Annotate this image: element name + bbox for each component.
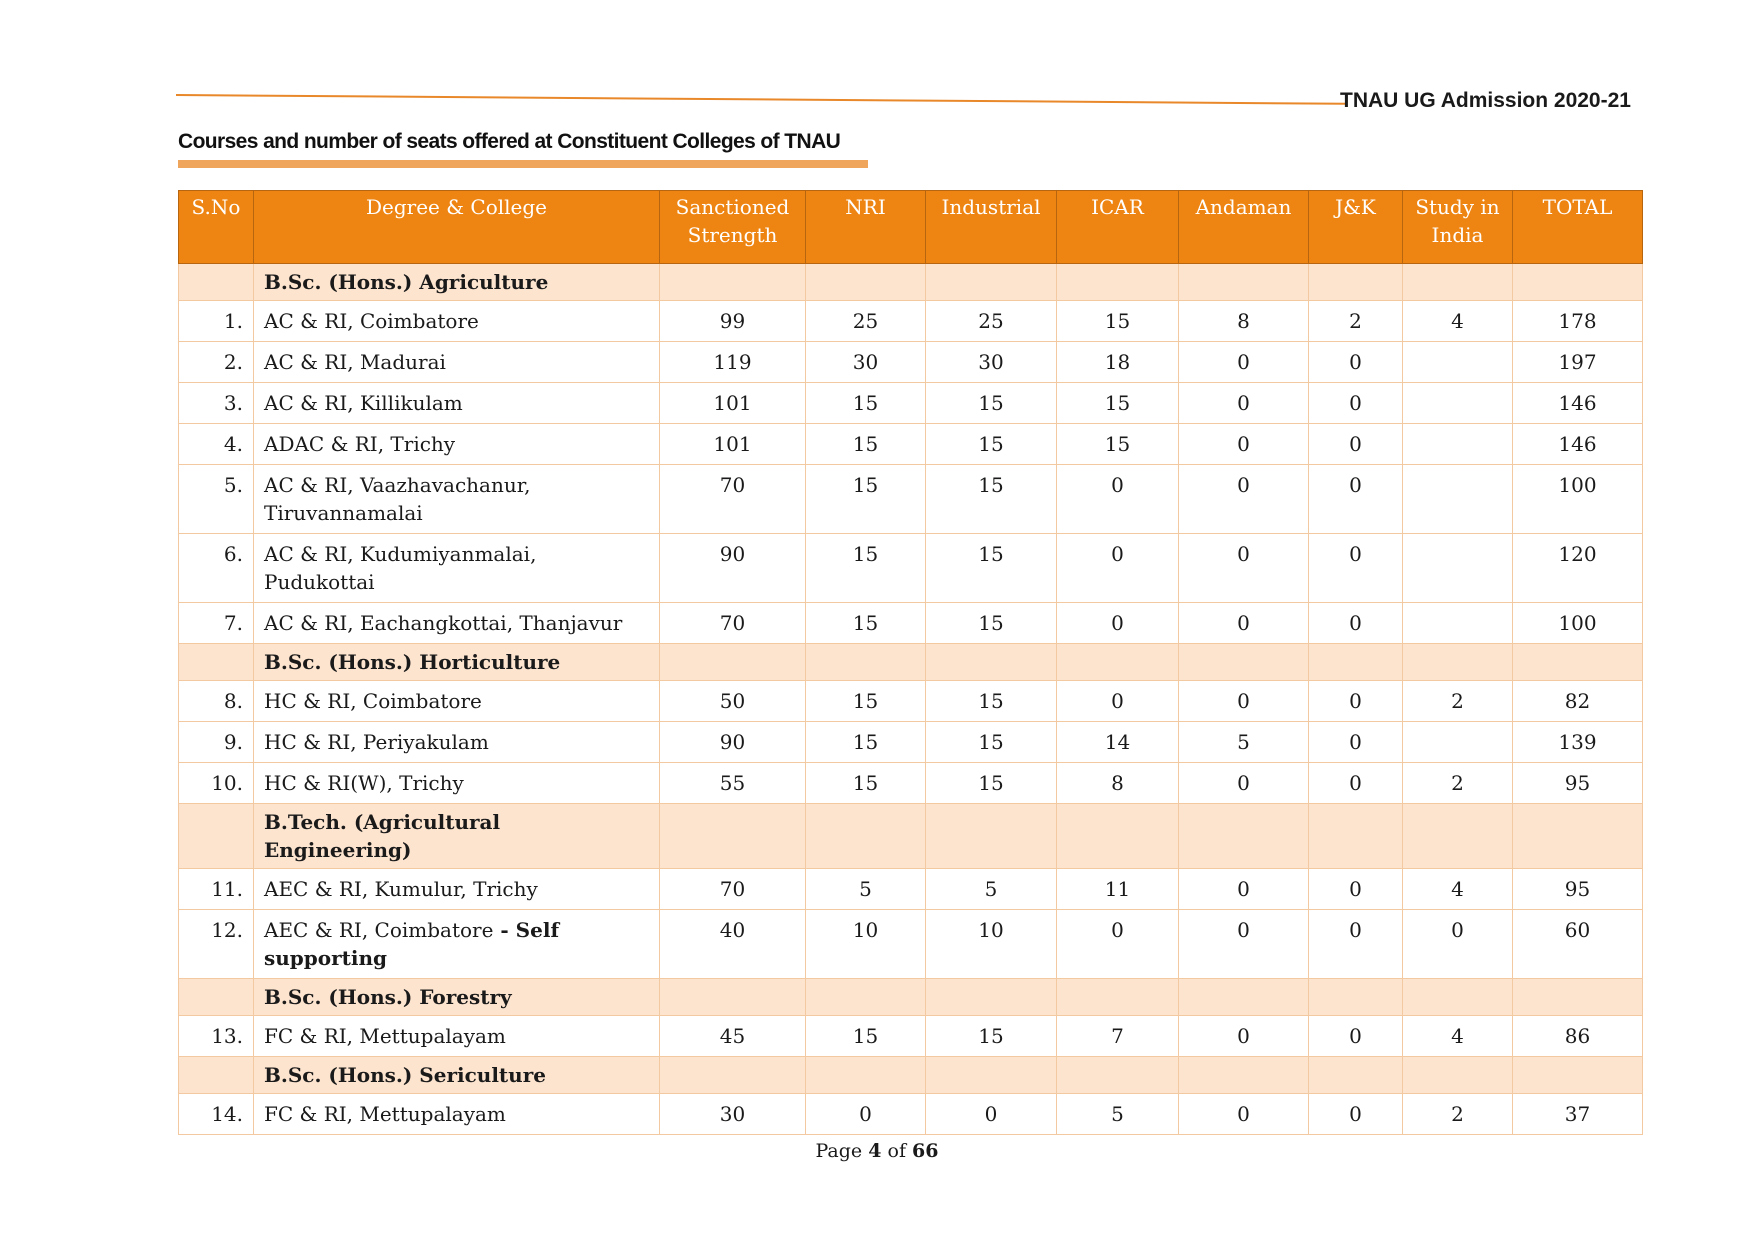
degree-name: B.Sc. (Hons.) Horticulture: [254, 644, 660, 681]
icar-value: 7: [1057, 1016, 1179, 1057]
college-note: - Self supporting: [264, 918, 560, 970]
serial-number: 10.: [179, 763, 254, 804]
category-empty-cell: [806, 644, 926, 681]
study-in-india-value: 0: [1403, 910, 1513, 979]
table-row: [179, 383, 1643, 424]
table-row: [179, 1094, 1643, 1135]
serial-number: 7.: [179, 603, 254, 644]
college-name: AC & RI, Eachangkottai, Thanjavur: [264, 611, 623, 635]
study-in-india-value: 4: [1403, 301, 1513, 342]
table-row: [179, 603, 1643, 644]
sanctioned-value: 70: [660, 465, 806, 534]
serial-number: 2.: [179, 342, 254, 383]
study-in-india-value: [1403, 342, 1513, 383]
jk-value: 0: [1309, 383, 1403, 424]
table-row: [179, 910, 1643, 979]
category-empty-cell: [1403, 804, 1513, 869]
col-header-sno: S.No: [179, 191, 254, 264]
category-sno-cell: [179, 979, 254, 1016]
category-row: [179, 1057, 1643, 1094]
sanctioned-value: 30: [660, 1094, 806, 1135]
total-value: 95: [1513, 869, 1643, 910]
category-empty-cell: [660, 644, 806, 681]
study-in-india-value: [1403, 465, 1513, 534]
category-empty-cell: [1403, 979, 1513, 1016]
total-value: 100: [1513, 465, 1643, 534]
category-empty-cell: [1057, 1057, 1179, 1094]
college-cell: [254, 342, 660, 383]
total-value: 146: [1513, 383, 1643, 424]
study-in-india-value: 4: [1403, 869, 1513, 910]
sanctioned-value: 40: [660, 910, 806, 979]
table-row: [179, 1016, 1643, 1057]
college-name: HC & RI, Periyakulam: [264, 730, 489, 754]
serial-number: 13.: [179, 1016, 254, 1057]
table-row: [179, 869, 1643, 910]
industrial-value: 15: [926, 383, 1057, 424]
industrial-value: 15: [926, 603, 1057, 644]
total-value: 178: [1513, 301, 1643, 342]
serial-number: 4.: [179, 424, 254, 465]
category-sno-cell: [179, 1057, 254, 1094]
icar-value: 11: [1057, 869, 1179, 910]
category-empty-cell: [926, 804, 1057, 869]
study-in-india-value: 2: [1403, 681, 1513, 722]
college-cell: [254, 383, 660, 424]
study-in-india-value: [1403, 424, 1513, 465]
category-empty-cell: [1179, 644, 1309, 681]
col-header-sanctioned: Sanctioned Strength: [660, 191, 806, 264]
college-name: AEC & RI, Coimbatore: [264, 918, 494, 942]
study-in-india-value: [1403, 722, 1513, 763]
category-empty-cell: [1513, 1057, 1643, 1094]
category-empty-cell: [926, 979, 1057, 1016]
col-header-andaman: Andaman: [1179, 191, 1309, 264]
nri-value: 15: [806, 722, 926, 763]
table-body: [179, 264, 1643, 1135]
degree-name: B.Sc. (Hons.) Sericulture: [254, 1057, 660, 1094]
category-empty-cell: [660, 979, 806, 1016]
industrial-value: 15: [926, 424, 1057, 465]
serial-number: 9.: [179, 722, 254, 763]
sanctioned-value: 119: [660, 342, 806, 383]
serial-number: 8.: [179, 681, 254, 722]
category-empty-cell: [1309, 644, 1403, 681]
college-name: AC & RI, Killikulam: [264, 391, 463, 415]
college-name: FC & RI, Mettupalayam: [264, 1024, 506, 1048]
sanctioned-value: 45: [660, 1016, 806, 1057]
industrial-value: 0: [926, 1094, 1057, 1135]
study-in-india-value: 2: [1403, 1094, 1513, 1135]
andaman-value: 0: [1179, 910, 1309, 979]
icar-value: 18: [1057, 342, 1179, 383]
jk-value: 2: [1309, 301, 1403, 342]
serial-number: 3.: [179, 383, 254, 424]
category-empty-cell: [926, 644, 1057, 681]
degree-name: B.Sc. (Hons.) Agriculture: [254, 264, 660, 301]
category-sno-cell: [179, 644, 254, 681]
jk-value: 0: [1309, 465, 1403, 534]
college-cell: [254, 424, 660, 465]
college-cell: [254, 763, 660, 804]
total-value: 82: [1513, 681, 1643, 722]
category-row: [179, 644, 1643, 681]
college-name: AEC & RI, Kumulur, Trichy: [264, 877, 538, 901]
industrial-value: 15: [926, 534, 1057, 603]
jk-value: 0: [1309, 869, 1403, 910]
study-in-india-value: 4: [1403, 1016, 1513, 1057]
total-value: 146: [1513, 424, 1643, 465]
jk-value: 0: [1309, 1094, 1403, 1135]
andaman-value: 5: [1179, 722, 1309, 763]
table-row: [179, 763, 1643, 804]
total-value: 100: [1513, 603, 1643, 644]
industrial-value: 15: [926, 763, 1057, 804]
study-in-india-value: 2: [1403, 763, 1513, 804]
jk-value: 0: [1309, 424, 1403, 465]
nri-value: 15: [806, 534, 926, 603]
sanctioned-value: 55: [660, 763, 806, 804]
category-empty-cell: [1179, 264, 1309, 301]
total-value: 197: [1513, 342, 1643, 383]
icar-value: 15: [1057, 424, 1179, 465]
icar-value: 0: [1057, 534, 1179, 603]
col-header-icar: ICAR: [1057, 191, 1179, 264]
col-header-industrial: Industrial: [926, 191, 1057, 264]
table-row: [179, 722, 1643, 763]
category-empty-cell: [806, 804, 926, 869]
sanctioned-value: 50: [660, 681, 806, 722]
category-empty-cell: [660, 804, 806, 869]
category-empty-cell: [660, 264, 806, 301]
icar-value: 15: [1057, 383, 1179, 424]
study-in-india-value: [1403, 383, 1513, 424]
category-empty-cell: [1179, 979, 1309, 1016]
jk-value: 0: [1309, 681, 1403, 722]
college-name: HC & RI(W), Trichy: [264, 771, 464, 795]
college-cell: [254, 1016, 660, 1057]
andaman-value: 0: [1179, 763, 1309, 804]
category-sno-cell: [179, 264, 254, 301]
college-cell: [254, 722, 660, 763]
category-empty-cell: [1309, 804, 1403, 869]
industrial-value: 5: [926, 869, 1057, 910]
jk-value: 0: [1309, 534, 1403, 603]
category-empty-cell: [926, 264, 1057, 301]
college-name: ADAC & RI, Trichy: [264, 432, 456, 456]
college-cell: [254, 465, 660, 534]
college-cell: [254, 1094, 660, 1135]
andaman-value: 0: [1179, 1094, 1309, 1135]
jk-value: 0: [1309, 603, 1403, 644]
category-empty-cell: [1179, 804, 1309, 869]
serial-number: 11.: [179, 869, 254, 910]
footer-total-pages: 66: [912, 1140, 939, 1162]
andaman-value: 0: [1179, 534, 1309, 603]
sanctioned-value: 70: [660, 603, 806, 644]
category-empty-cell: [1057, 644, 1179, 681]
col-header-jk: J&K: [1309, 191, 1403, 264]
college-cell: [254, 534, 660, 603]
nri-value: 15: [806, 681, 926, 722]
andaman-value: 0: [1179, 383, 1309, 424]
icar-value: 0: [1057, 603, 1179, 644]
icar-value: 5: [1057, 1094, 1179, 1135]
title-underline: [178, 160, 868, 168]
andaman-value: 0: [1179, 424, 1309, 465]
college-cell: [254, 910, 660, 979]
category-row: [179, 264, 1643, 301]
nri-value: 15: [806, 465, 926, 534]
serial-number: 12.: [179, 910, 254, 979]
category-empty-cell: [1513, 264, 1643, 301]
total-value: 37: [1513, 1094, 1643, 1135]
nri-value: 30: [806, 342, 926, 383]
total-value: 120: [1513, 534, 1643, 603]
category-empty-cell: [1309, 264, 1403, 301]
footer-page-number: 4: [868, 1140, 882, 1162]
table-row: [179, 681, 1643, 722]
nri-value: 25: [806, 301, 926, 342]
icar-value: 15: [1057, 301, 1179, 342]
sanctioned-value: 101: [660, 383, 806, 424]
jk-value: 0: [1309, 763, 1403, 804]
college-cell: [254, 603, 660, 644]
study-in-india-value: [1403, 603, 1513, 644]
industrial-value: 15: [926, 1016, 1057, 1057]
category-empty-cell: [806, 1057, 926, 1094]
footer-prefix: Page: [815, 1140, 863, 1162]
category-empty-cell: [1513, 804, 1643, 869]
category-row: [179, 979, 1643, 1016]
table-row: [179, 465, 1643, 534]
header-rule: [176, 94, 1346, 105]
icar-value: 0: [1057, 681, 1179, 722]
icar-value: 8: [1057, 763, 1179, 804]
industrial-value: 25: [926, 301, 1057, 342]
section-title: Courses and number of seats offered at Constituent Colleges of TNAU: [178, 130, 841, 153]
college-name: AC & RI, Kudumiyanmalai, Pudukottai: [264, 542, 537, 594]
table-row: [179, 424, 1643, 465]
table-header-row: [179, 191, 1643, 264]
category-row: [179, 804, 1643, 869]
col-header-nri: NRI: [806, 191, 926, 264]
nri-value: 15: [806, 383, 926, 424]
category-empty-cell: [1179, 1057, 1309, 1094]
nri-value: 15: [806, 763, 926, 804]
andaman-value: 0: [1179, 603, 1309, 644]
serial-number: 6.: [179, 534, 254, 603]
total-value: 95: [1513, 763, 1643, 804]
sanctioned-value: 90: [660, 534, 806, 603]
nri-value: 5: [806, 869, 926, 910]
category-empty-cell: [1057, 264, 1179, 301]
category-empty-cell: [1513, 979, 1643, 1016]
nri-value: 0: [806, 1094, 926, 1135]
running-header: TNAU UG Admission 2020-21: [1340, 89, 1631, 112]
andaman-value: 0: [1179, 342, 1309, 383]
nri-value: 15: [806, 1016, 926, 1057]
category-empty-cell: [1057, 804, 1179, 869]
sanctioned-value: 101: [660, 424, 806, 465]
table-row: [179, 301, 1643, 342]
sanctioned-value: 90: [660, 722, 806, 763]
jk-value: 0: [1309, 910, 1403, 979]
page-footer: [0, 1140, 1754, 1162]
table-row: [179, 534, 1643, 603]
sanctioned-value: 70: [660, 869, 806, 910]
nri-value: 15: [806, 424, 926, 465]
category-empty-cell: [806, 264, 926, 301]
degree-name: B.Sc. (Hons.) Forestry: [254, 979, 660, 1016]
table-row: [179, 342, 1643, 383]
andaman-value: 0: [1179, 869, 1309, 910]
andaman-value: 8: [1179, 301, 1309, 342]
andaman-value: 0: [1179, 1016, 1309, 1057]
nri-value: 15: [806, 603, 926, 644]
footer-of: of: [887, 1140, 906, 1162]
jk-value: 0: [1309, 342, 1403, 383]
category-empty-cell: [1513, 644, 1643, 681]
study-in-india-value: [1403, 534, 1513, 603]
industrial-value: 15: [926, 465, 1057, 534]
andaman-value: 0: [1179, 681, 1309, 722]
serial-number: 14.: [179, 1094, 254, 1135]
icar-value: 0: [1057, 465, 1179, 534]
seats-table: [178, 190, 1643, 1135]
category-empty-cell: [1309, 979, 1403, 1016]
jk-value: 0: [1309, 722, 1403, 763]
total-value: 86: [1513, 1016, 1643, 1057]
college-name: AC & RI, Madurai: [264, 350, 446, 374]
serial-number: 5.: [179, 465, 254, 534]
icar-value: 0: [1057, 910, 1179, 979]
college-cell: [254, 301, 660, 342]
jk-value: 0: [1309, 1016, 1403, 1057]
degree-name: B.Tech. (Agricultural Engineering): [254, 804, 660, 869]
category-empty-cell: [660, 1057, 806, 1094]
col-header-total: TOTAL: [1513, 191, 1643, 264]
college-name: HC & RI, Coimbatore: [264, 689, 482, 713]
category-sno-cell: [179, 804, 254, 869]
col-header-degree-college: Degree & College: [254, 191, 660, 264]
category-empty-cell: [1403, 644, 1513, 681]
industrial-value: 15: [926, 681, 1057, 722]
category-empty-cell: [1309, 1057, 1403, 1094]
andaman-value: 0: [1179, 465, 1309, 534]
college-cell: [254, 869, 660, 910]
category-empty-cell: [1403, 1057, 1513, 1094]
nri-value: 10: [806, 910, 926, 979]
serial-number: 1.: [179, 301, 254, 342]
industrial-value: 15: [926, 722, 1057, 763]
total-value: 139: [1513, 722, 1643, 763]
college-name: FC & RI, Mettupalayam: [264, 1102, 506, 1126]
icar-value: 14: [1057, 722, 1179, 763]
col-header-study-in-india: Study in India: [1403, 191, 1513, 264]
college-name: AC & RI, Vaazhavachanur, Tiruvannamalai: [264, 473, 531, 525]
college-name: AC & RI, Coimbatore: [264, 309, 479, 333]
college-cell: [254, 681, 660, 722]
category-empty-cell: [1403, 264, 1513, 301]
total-value: 60: [1513, 910, 1643, 979]
industrial-value: 10: [926, 910, 1057, 979]
category-empty-cell: [806, 979, 926, 1016]
sanctioned-value: 99: [660, 301, 806, 342]
industrial-value: 30: [926, 342, 1057, 383]
category-empty-cell: [1057, 979, 1179, 1016]
category-empty-cell: [926, 1057, 1057, 1094]
